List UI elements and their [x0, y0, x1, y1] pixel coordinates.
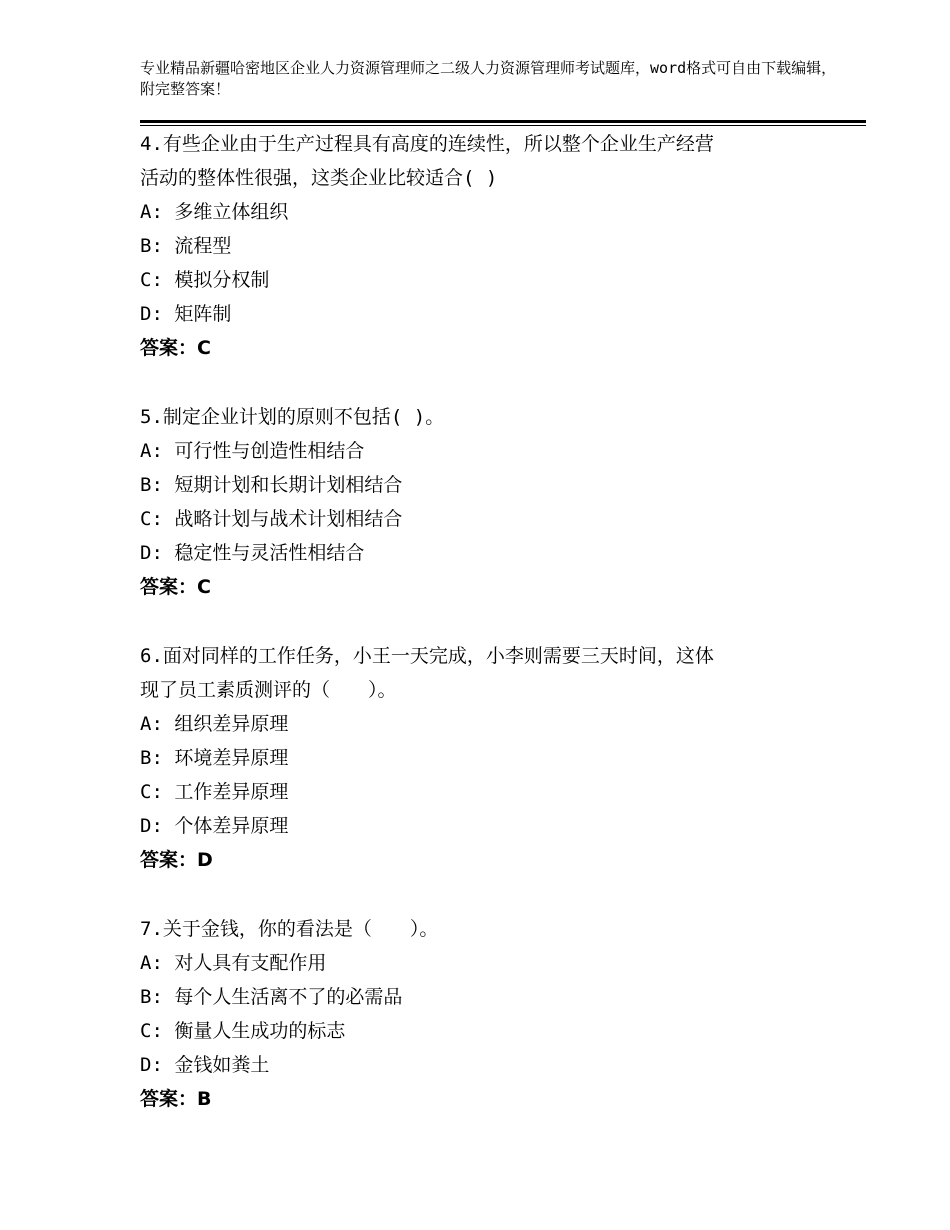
header-divider	[140, 120, 866, 125]
option-a: A: 组织差异原理	[140, 713, 289, 735]
document-header: 专业精品新疆哈密地区企业人力资源管理师之二级人力资源管理师考试题库，word格式可自由下载编辑，附完整答案！	[140, 59, 837, 98]
option-c: C: 战略计划与战术计划相结合	[140, 508, 403, 530]
option-c: C: 工作差异原理	[140, 781, 289, 803]
option-d: D: 金钱如粪土	[140, 1054, 270, 1076]
option-a: A: 多维立体组织	[140, 201, 289, 223]
question-stem-line: 4.有些企业由于生产过程具有高度的连续性，所以整个企业生产经营	[140, 133, 714, 155]
option-a: A: 可行性与创造性相结合	[140, 440, 365, 462]
option-c: C: 模拟分权制	[140, 269, 270, 291]
option-b: B: 每个人生活离不了的必需品	[140, 986, 403, 1008]
question-5	[140, 400, 820, 604]
answer: 答案：C	[140, 576, 211, 598]
question-stem-line: 6.面对同样的工作任务，小王一天完成，小李则需要三天时间，这体	[140, 645, 714, 667]
option-b: B: 环境差异原理	[140, 747, 289, 769]
option-b: B: 短期计划和长期计划相结合	[140, 474, 403, 496]
question-stem-line: 活动的整体性很强，这类企业比较适合( )	[140, 167, 498, 189]
question-list	[140, 127, 820, 1116]
question-stem-line: 现了员工素质测评的（ ）。	[140, 679, 397, 701]
option-d: D: 稳定性与灵活性相结合	[140, 542, 365, 564]
option-b: B: 流程型	[140, 235, 232, 257]
question-stem-line: 5.制定企业计划的原则不包括( )。	[140, 406, 445, 428]
question-4	[140, 127, 820, 365]
option-c: C: 衡量人生成功的标志	[140, 1020, 346, 1042]
question-stem-line: 7.关于金钱，你的看法是（ ）。	[140, 918, 439, 940]
answer: 答案：B	[140, 1088, 212, 1110]
answer: 答案：C	[140, 337, 211, 359]
question-6	[140, 639, 820, 877]
answer: 答案：D	[140, 849, 213, 871]
question-7	[140, 912, 820, 1116]
option-d: D: 个体差异原理	[140, 815, 289, 837]
option-a: A: 对人具有支配作用	[140, 952, 327, 974]
option-d: D: 矩阵制	[140, 303, 232, 325]
